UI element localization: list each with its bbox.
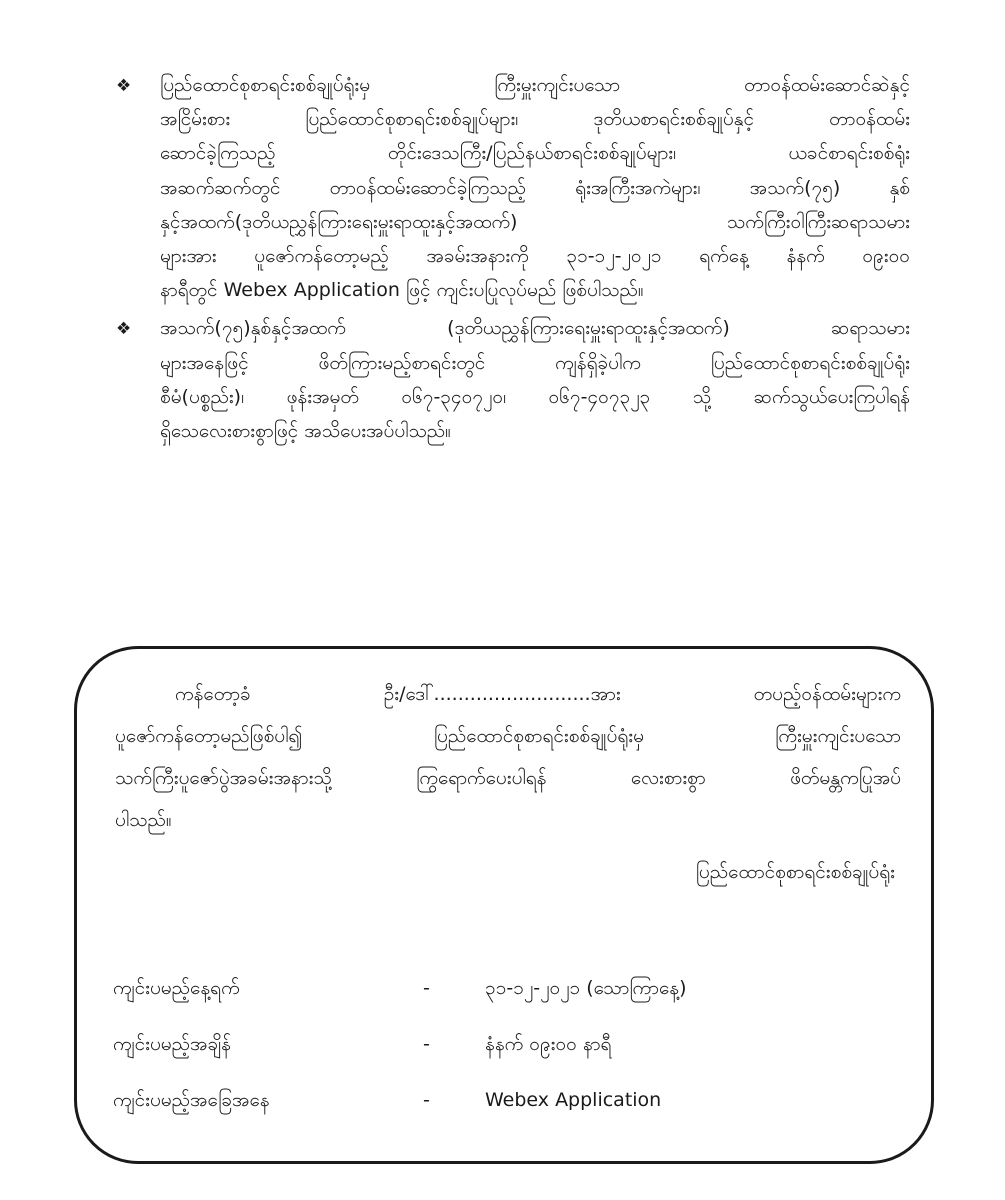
bullet-item-event <box>110 68 910 307</box>
bullet-line: နှင့်အထက်(ဒုတိယညွှန်ကြားရေးမှူးရာထူးနှင့်အထက်) သက်ကြီးဝါကြီးဆရာသမား <box>160 210 910 233</box>
diamond-bullet-icon: ❖ <box>116 319 132 340</box>
bullet-line: များအနေဖြင့် ဖိတ်ကြားမည့်စာရင်းတွင် ကျန်ရှိခဲ့ပါက ပြည်ထောင်စုစာရင်းစစ်ချုပ်ရုံး <box>160 351 910 374</box>
diamond-bullet-icon: ❖ <box>116 76 132 96</box>
detail-row-time <box>113 1027 813 1083</box>
event-details <box>113 971 813 1139</box>
bullet-item-contact <box>110 311 910 448</box>
bullet-line: ဆောင်ခဲ့ကြသည့် တိုင်းဒေသကြီး/ပြည်နယ်စာရင်းစစ်ချုပ်များ၊ ယခင်စာရင်းစစ်ရုံး <box>160 142 910 165</box>
invitation-line: ပါသည်။ <box>115 809 172 831</box>
detail-label: ကျင်းပမည့်နေ့ရက် <box>113 977 240 999</box>
bullet-line: ပြည်ထောင်စုစာရင်းစစ်ချုပ်ရုံးမှ ကြီးမှူးကျင်းပသော တာဝန်ထမ်းဆောင်ဆဲနှင့် <box>160 74 910 96</box>
bullet-line: အသက်(၇၅)နှစ်နှင့်အထက် (ဒုတိယညွှန်ကြားရေးမှူးရာထူးနှင့်အထက်) ဆရာသမား <box>160 317 910 340</box>
bullet-line: အငြိမ်းစား ပြည်ထောင်စုစာရင်းစစ်ချုပ်များ၊ ဒုတိယစာရင်းစစ်ချုပ်နှင့် တာဝန်ထမ်း <box>160 108 910 131</box>
detail-label: ကျင်းပမည့်အခြေအနေ <box>113 1089 270 1111</box>
bullet-line: များအား ပူဇော်ကန်တော့မည့် အခမ်းအနားကို ၃၁-၁၂-၂၀၂၁ ရက်နေ့ နံနက် ၀၉း၀၀ <box>160 244 910 267</box>
bullet-line: အဆက်ဆက်တွင် တာဝန်ထမ်းဆောင်ခဲ့ကြသည့် ရုံးအကြီးအကဲများ၊ အသက်(၇၅) နှစ် <box>160 176 910 199</box>
detail-separator: - <box>423 1033 430 1055</box>
invitation-box <box>74 646 934 1164</box>
detail-value: Webex Application <box>485 1089 662 1111</box>
invitation-text <box>115 673 901 841</box>
issuing-office-signature: ပြည်ထောင်စုစာရင်းစစ်ချုပ်ရုံး <box>695 861 895 883</box>
bullet-line: ရှိသေလေးစားစွာဖြင့် အသိပေးအပ်ပါသည်။ <box>160 419 451 442</box>
invitation-line: ကန်တော့ခံ ဦး/ဒေါ်..........................အား တပည့်ဝန်ထမ်းများက <box>175 683 901 705</box>
detail-row-venue <box>113 1083 813 1139</box>
invitation-line: ပူဇော်ကန်တော့မည်ဖြစ်ပါ၍ ပြည်ထောင်စုစာရင်းစစ်ချုပ်ရုံးမှ ကြီးမှူးကျင်းပသော <box>115 725 901 747</box>
detail-value: ၃၁-၁၂-၂၀၂၁ (သောကြာနေ့) <box>485 977 687 999</box>
invitation-line: သက်ကြီးပူဇော်ပွဲအခမ်းအနားသို့ ကြွရောက်ပေးပါရန် လေးစားစွာ ဖိတ်မန္တကပြုအပ် <box>115 767 901 789</box>
bullet-line: နာရီတွင် Webex Application ဖြင့် ကျင်းပပြုလုပ်မည် ဖြစ်ပါသည်။ <box>160 279 644 302</box>
detail-separator: - <box>423 1089 430 1111</box>
bullet-line: စီမံ(ပစ္စည်း)၊ ဖုန်းအမှတ် ၀၆၇-၃၄၀၇၂၀၊ ၀၆၇-၄၀၇၃၂၃ သို့ ဆက်သွယ်ပေးကြပါရန် <box>160 385 910 408</box>
detail-row-date <box>113 971 813 1027</box>
detail-label: ကျင်းပမည့်အချိန် <box>113 1033 231 1055</box>
detail-value: နံနက် ၀၉း၀၀ နာရီ <box>485 1033 612 1055</box>
detail-separator: - <box>423 977 430 999</box>
announcement-bullets <box>110 68 910 452</box>
